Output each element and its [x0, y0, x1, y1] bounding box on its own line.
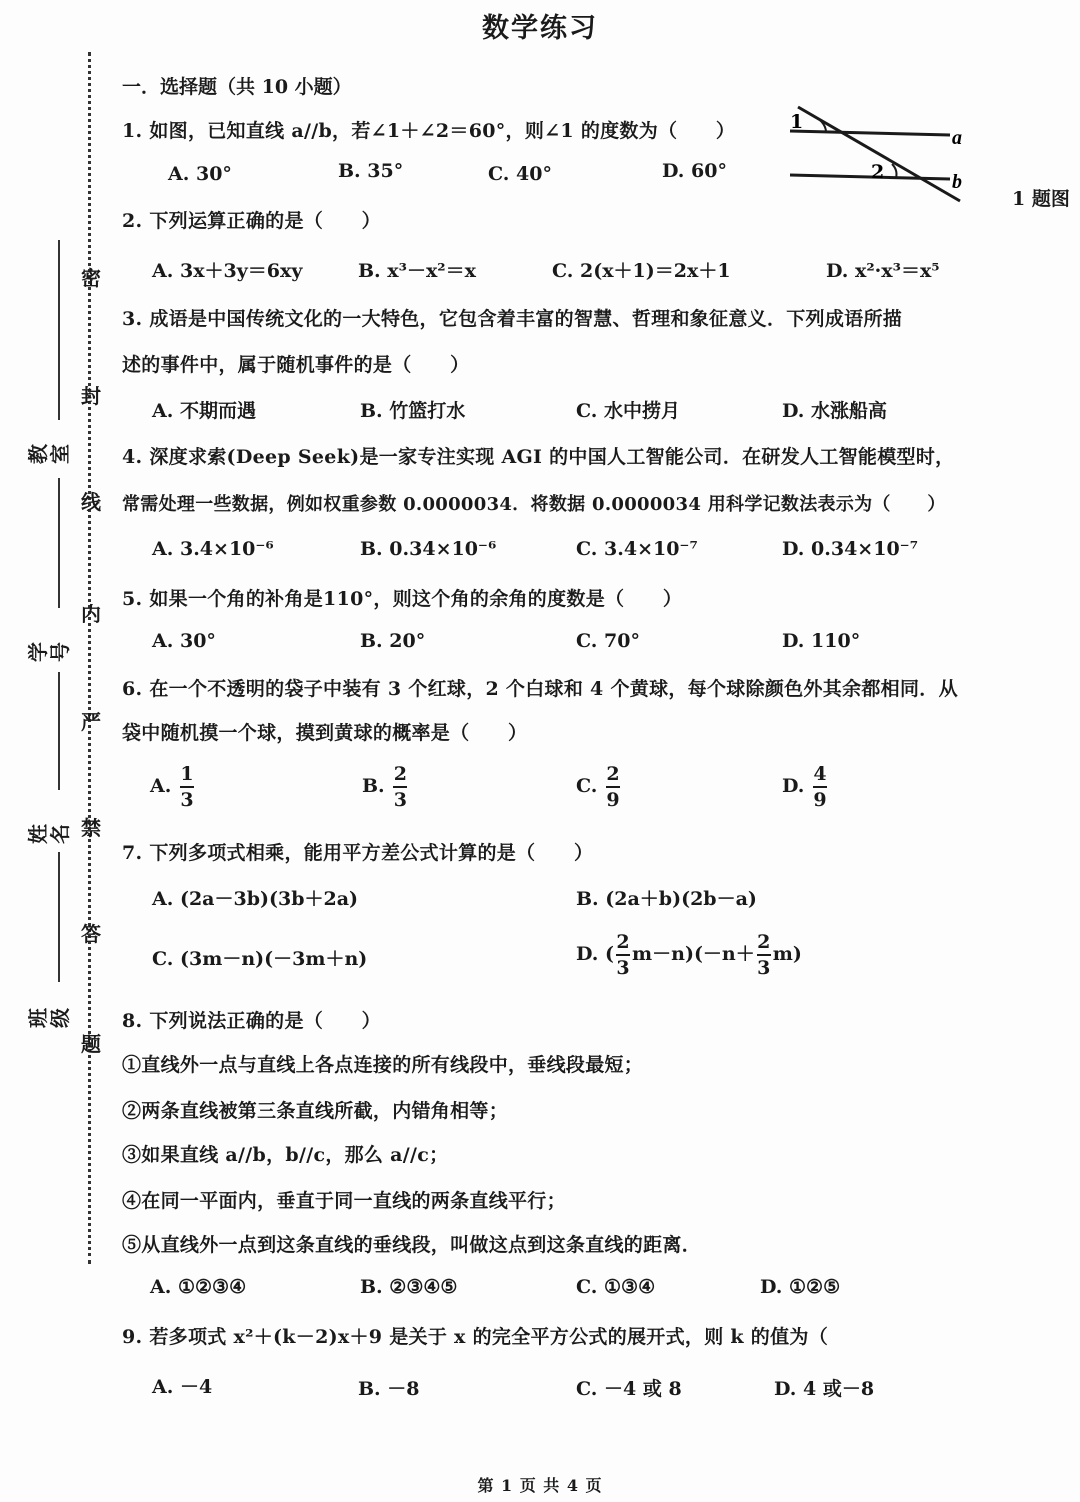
fraction-bar [393, 786, 407, 788]
q8-option-a[interactable]: A. ①②③④ [150, 1276, 247, 1298]
line-b-label: b [952, 171, 962, 193]
page-footer: 第 1 页 共 4 页 [477, 1476, 603, 1495]
q3-option-b[interactable]: B. 竹篮打水 [360, 400, 466, 422]
q1-option-b[interactable]: B. 35° [338, 160, 404, 182]
student-id-field-line[interactable] [58, 478, 60, 608]
q6-option-b[interactable] [362, 764, 409, 810]
line-a-label: a [952, 127, 962, 149]
denominator: 3 [757, 957, 771, 979]
q7-option-d-label: D. ( [576, 943, 615, 965]
fraction-bar [757, 954, 771, 956]
seal-char: 答 [81, 922, 101, 946]
question-6-stem: 6. 在一个不透明的袋子中装有 3 个红球，2 个白球和 4 个黄球，每个球除颜色外其余都相同．从 [122, 678, 958, 700]
line-b [790, 175, 950, 179]
seal-char: 严 [81, 710, 101, 734]
question-5-stem: 5. 如果一个角的补角是110°，则这个角的余角的度数是（ ） [122, 588, 683, 610]
angle-1-label: 1 [790, 111, 804, 133]
q7-option-d[interactable] [576, 932, 802, 978]
numerator: 1 [180, 763, 194, 785]
angle-2-label: 2 [871, 161, 885, 183]
q5-option-b[interactable]: B. 20° [360, 630, 426, 652]
denominator: 3 [180, 789, 194, 811]
q5-option-c[interactable]: C. 70° [576, 630, 640, 652]
numerator: 2 [393, 763, 407, 785]
q1-figure [780, 100, 980, 210]
q6-option-c[interactable] [576, 764, 622, 810]
q2-option-d[interactable]: D. x²·x³＝x⁵ [826, 260, 940, 282]
fraction [180, 764, 194, 810]
numerator: 2 [616, 931, 630, 953]
denominator: 9 [606, 789, 620, 811]
section-heading: 一．选择题（共 10 小题） [122, 76, 352, 98]
q4-option-a[interactable]: A. 3.4×10⁻⁶ [152, 538, 274, 560]
q5-option-a[interactable]: A. 30° [152, 630, 216, 652]
q7-option-d-mid: m－n)(－n＋ [632, 943, 755, 965]
line-a [790, 131, 950, 135]
q1-option-d[interactable]: D. 60° [662, 160, 727, 182]
q6-option-d[interactable] [782, 764, 829, 810]
q3-option-c[interactable]: C. 水中捞月 [576, 400, 681, 422]
question-8-stem: 8. 下列说法正确的是（ ） [122, 1010, 381, 1032]
numerator: 4 [813, 763, 827, 785]
classroom-label: 教室 [26, 444, 72, 464]
q2-option-c[interactable]: C. 2(x＋1)＝2x＋1 [552, 260, 731, 282]
question-2-stem: 2. 下列运算正确的是（ ） [122, 210, 381, 232]
classroom-field-line[interactable] [58, 240, 60, 420]
seal-char: 内 [81, 602, 101, 626]
numerator: 2 [606, 763, 620, 785]
q3-option-a[interactable]: A. 不期而遇 [152, 400, 256, 422]
fraction [616, 932, 630, 978]
q6-option-b-label: B. [362, 775, 385, 797]
q5-option-d[interactable]: D. 110° [782, 630, 861, 652]
fraction-bar [813, 786, 827, 788]
q7-option-b[interactable]: B. (2a＋b)(2b－a) [576, 888, 757, 910]
seal-char: 封 [81, 384, 101, 408]
class-label: 班级 [26, 1008, 72, 1028]
q8-option-c[interactable]: C. ①③④ [576, 1276, 656, 1298]
seal-char: 线 [81, 490, 101, 514]
fraction [606, 764, 620, 810]
question-7-stem: 7. 下列多项式相乘，能用平方差公式计算的是（ ） [122, 842, 594, 864]
question-3-stem: 3. 成语是中国传统文化的一大特色，它包含着丰富的智慧、哲理和象征意义．下列成语所描 [122, 308, 903, 330]
q2-option-a[interactable]: A. 3x＋3y＝6xy [152, 260, 303, 282]
fraction [813, 764, 827, 810]
q2-option-b[interactable]: B. x³－x²＝x [358, 260, 476, 282]
q6-option-a-label: A. [150, 775, 172, 797]
fraction [393, 764, 407, 810]
q8-option-b[interactable]: B. ②③④⑤ [360, 1276, 458, 1298]
q1-option-c[interactable]: C. 40° [488, 163, 552, 185]
q6-option-d-label: D. [782, 775, 805, 797]
q6-option-c-label: C. [576, 775, 598, 797]
q9-option-a[interactable]: A. －4 [152, 1376, 213, 1398]
denominator: 9 [813, 789, 827, 811]
fraction-bar [616, 954, 630, 956]
name-field-line[interactable] [58, 672, 60, 790]
question-6-stem-cont: 袋中随机摸一个球，摸到黄球的概率是（ ） [122, 722, 528, 744]
class-field-line[interactable] [58, 852, 60, 982]
q8-statement-5: ⑤从直线外一点到这条直线的垂线段，叫做这点到这条直线的距离． [122, 1234, 702, 1256]
q7-option-d-end: m) [772, 943, 802, 965]
q1-option-a[interactable]: A. 30° [168, 163, 232, 185]
name-label: 姓名 [26, 824, 72, 844]
question-1-stem: 1. 如图，已知直线 a//b，若∠1＋∠2＝60°，则∠1 的度数为（ ） [122, 120, 736, 142]
q4-option-c[interactable]: C. 3.4×10⁻⁷ [576, 538, 698, 560]
fraction [757, 932, 771, 978]
q4-option-d[interactable]: D. 0.34×10⁻⁷ [782, 538, 919, 560]
q8-statement-2: ②两条直线被第三条直线所截，内错角相等； [122, 1100, 509, 1122]
q7-option-c[interactable]: C. (3m－n)(－3m＋n) [152, 948, 368, 970]
denominator: 3 [616, 957, 630, 979]
seal-char: 密 [81, 266, 101, 290]
q3-option-d[interactable]: D. 水涨船高 [782, 400, 888, 422]
question-4-stem-cont: 常需处理一些数据，例如权重参数 0.0000034．将数据 0.0000034 用科学记数法表示为（ ） [122, 494, 946, 515]
question-9-stem: 9. 若多项式 x²＋(k－2)x＋9 是关于 x 的完全平方公式的展开式，则 k 的值为（ [122, 1326, 828, 1348]
seal-dotted-line [88, 52, 91, 1264]
page-title: 数学练习 [482, 13, 598, 44]
q8-option-d[interactable]: D. ①②⑤ [760, 1276, 841, 1298]
q9-option-b[interactable]: B. －8 [358, 1378, 420, 1400]
angle-2-arc [892, 164, 897, 178]
fraction-bar [606, 786, 620, 788]
numerator: 2 [757, 931, 771, 953]
q4-option-b[interactable]: B. 0.34×10⁻⁶ [360, 538, 497, 560]
fraction-bar [180, 786, 194, 788]
q9-option-d[interactable]: D. 4 或－8 [774, 1378, 875, 1400]
question-4-stem: 4. 深度求索(Deep Seek)是一家专注实现 AGI 的中国人工智能公司．在研发人工智能模型时， [122, 446, 955, 468]
q8-statement-1: ①直线外一点与直线上各点连接的所有线段中，垂线段最短； [122, 1054, 644, 1076]
q8-statement-4: ④在同一平面内，垂直于同一直线的两条直线平行； [122, 1190, 566, 1212]
q6-option-a[interactable] [150, 764, 196, 810]
denominator: 3 [393, 789, 407, 811]
q9-option-c[interactable]: C. －4 或 8 [576, 1378, 682, 1400]
figure-caption: 1 题图 [1012, 188, 1070, 210]
seal-char: 禁 [81, 816, 101, 840]
seal-char: 题 [81, 1032, 101, 1056]
question-3-stem-cont: 述的事件中，属于随机事件的是（ ） [122, 354, 470, 376]
q7-option-a[interactable]: A. (2a－3b)(3b＋2a) [152, 888, 359, 910]
q8-statement-3: ③如果直线 a//b，b//c，那么 a//c； [122, 1144, 449, 1166]
student-id-label: 学号 [26, 642, 72, 662]
